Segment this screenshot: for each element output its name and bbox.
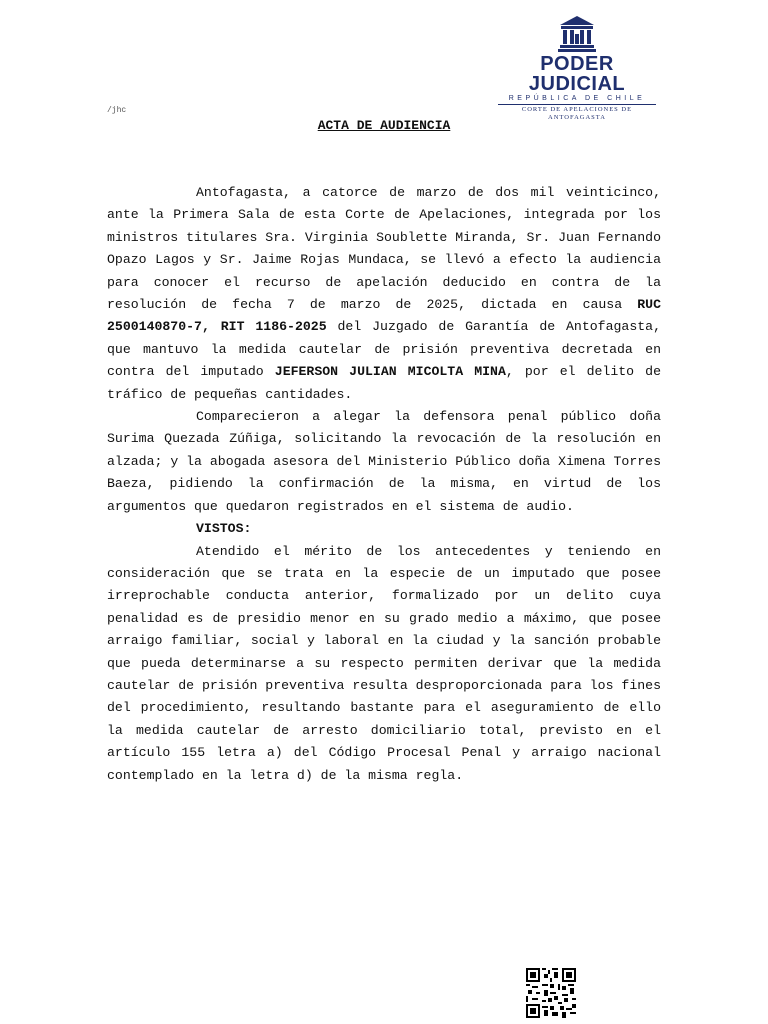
qr-code-icon [526, 968, 576, 1018]
logo-court-name: CORTE DE APELACIONES DE ANTOFAGASTA [521, 106, 633, 121]
paragraph-intro [107, 182, 661, 406]
intro-text-3: , por el delito de tráfico de pequeñas cantidades. [107, 364, 661, 402]
defendant-name: JEFERSON JULIAN MICOLTA MINA [274, 364, 506, 380]
author-initials: /jhc [107, 106, 127, 115]
poder-judicial-logo [492, 14, 662, 122]
document-title: ACTA DE AUDIENCIA [317, 118, 451, 133]
logo-divider [498, 104, 656, 105]
logo-subtitle: REPÚBLICA DE CHILE [508, 95, 646, 102]
paragraph-reasoning: Atendido el mérito de los antecedentes y teniendo en consideración que se trata en la especie de un imputado que posee irreprochable conducta anterior, formalizado por un delito cuya penalidad es de presidio menor en su grado medio a máximo, que posee arraigo familiar, social y laboral en la ciudad y la sanción probable que pueda determinarse a su respecto permiten derivar que la medida cautelar de prisión preventiva resulta desproporcionada para los fines del procedimiento, resultando bastante para el aseguramiento de ello la medida cautelar de arresto domiciliario total, previsto en el artículo 155 letra a) del Código Procesal Penal y arraigo nacional contemplado en la letra d) de la misma regla. [107, 543, 661, 783]
courthouse-icon [557, 14, 597, 52]
logo-title: PODER JUDICIAL [528, 53, 626, 95]
case-number: RUC 2500140870-7, RIT 1186-2025 [107, 297, 661, 335]
intro-text-2: del Juzgado de Garantía de Antofagasta, que mantuvo la medida cautelar de prisión preventiva decretada en contra del imputado [107, 319, 661, 380]
intro-text-1: Antofagasta, a catorce de marzo de dos mil veinticinco, ante la Primera Sala de esta Corte de Apelaciones, integrada por los ministros titulares Sra. Virginia Soublette Miranda, Sr. Juan Fernando Opazo Lagos y Sr. Jaime Rojas Mundaca, se llevó a efecto la audiencia para conocer el recurso de apelación deducido en contra de la resolución de fecha 7 de marzo de 2025, dictada en causa [107, 185, 661, 313]
document-body [107, 182, 661, 787]
section-heading-vistos: VISTOS: [196, 521, 252, 537]
paragraph-appearances: Comparecieron a alegar la defensora penal público doña Surima Quezada Zúñiga, solicitando la revocación de la resolución en alzada; y la abogada asesora del Ministerio Público doña Ximena Torres Baeza, pidiendo la confirmación de la misma, en virtud de los argumentos que quedaron registrados en el sistema de audio. [107, 409, 661, 514]
